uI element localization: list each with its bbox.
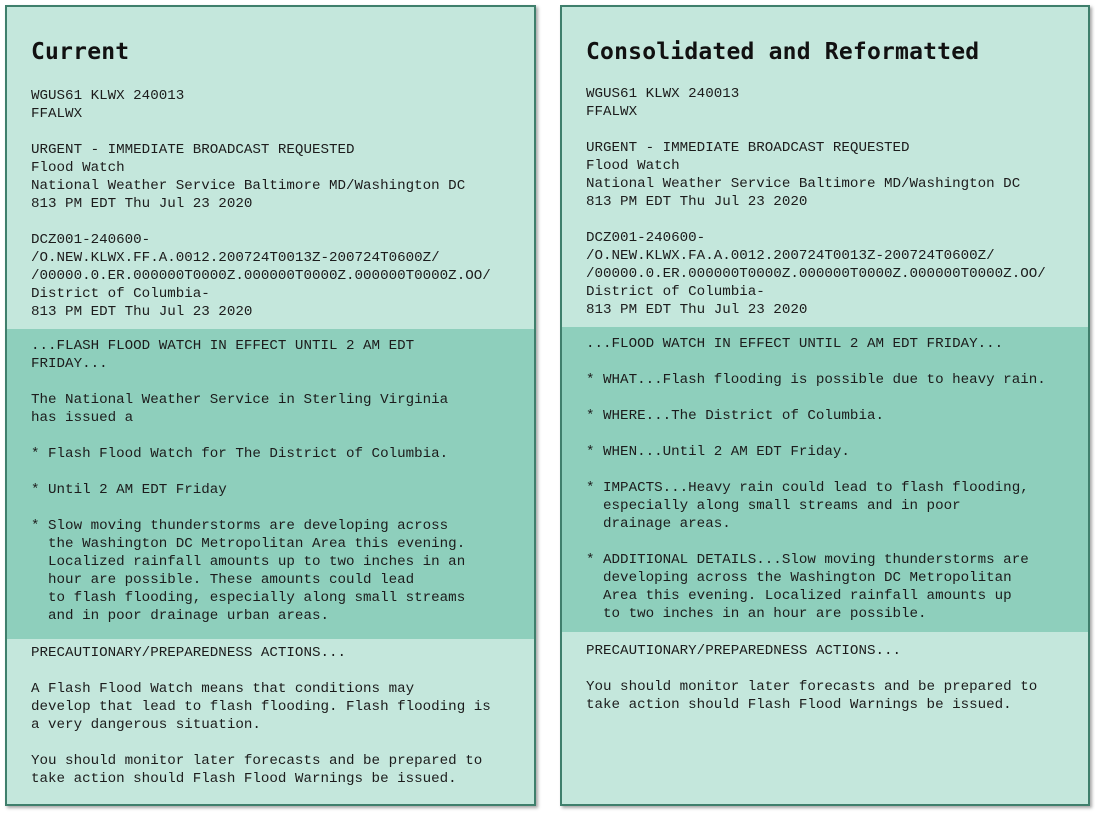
blank-line xyxy=(31,662,534,680)
text-line: * WHERE...The District of Columbia. xyxy=(586,408,884,424)
text-line: * Until 2 AM EDT Friday xyxy=(31,482,227,498)
text-line: drainage areas. xyxy=(586,516,731,532)
text-line: The National Weather Service in Sterling Virginia xyxy=(31,392,449,408)
bulletin-headline-section xyxy=(7,329,534,639)
text-line: You should monitor later forecasts and be prepared to xyxy=(31,753,483,769)
text-line: FFALWX xyxy=(586,104,638,120)
bulletin-header xyxy=(562,85,1088,319)
blank-line xyxy=(586,353,1088,371)
text-line: 813 PM EDT Thu Jul 23 2020 xyxy=(586,302,808,318)
text-line: A Flash Flood Watch means that conditions may xyxy=(31,681,415,697)
bulletin-precautionary-actions xyxy=(7,644,534,788)
blank-line xyxy=(586,425,1088,443)
blank-line xyxy=(31,123,534,141)
blank-line xyxy=(586,533,1088,551)
text-line: DCZ001-240600- xyxy=(31,232,151,248)
text-line: has issued a xyxy=(31,410,134,426)
text-line: FRIDAY... xyxy=(31,356,108,372)
blank-line xyxy=(586,211,1088,229)
text-line: URGENT - IMMEDIATE BROADCAST REQUESTED xyxy=(586,140,910,156)
blank-line xyxy=(586,121,1088,139)
blank-line xyxy=(31,734,534,752)
text-line: developing across the Washington DC Metropolitan xyxy=(586,570,1012,586)
text-line: * Flash Flood Watch for The District of Columbia. xyxy=(31,446,449,462)
text-line: * WHEN...Until 2 AM EDT Friday. xyxy=(586,444,850,460)
text-line: hour are possible. These amounts could lead xyxy=(31,572,415,588)
text-line: * Slow moving thunderstorms are developing across xyxy=(31,518,449,534)
blank-line xyxy=(31,213,534,231)
blank-line xyxy=(586,461,1088,479)
text-line: District of Columbia- xyxy=(586,284,765,300)
text-line: Flood Watch xyxy=(31,160,125,176)
text-line: District of Columbia- xyxy=(31,286,210,302)
bulletin-precautionary-actions xyxy=(562,642,1088,714)
text-line: take action should Flash Flood Warnings be issued. xyxy=(586,697,1012,713)
text-line: FFALWX xyxy=(31,106,83,122)
text-line: * ADDITIONAL DETAILS...Slow moving thunderstorms are xyxy=(586,552,1029,568)
text-line: to flash flooding, especially along small streams xyxy=(31,590,466,606)
text-line: WGUS61 KLWX 240013 xyxy=(31,88,185,104)
text-line: * WHAT...Flash flooding is possible due to heavy rain. xyxy=(586,372,1046,388)
text-line: 813 PM EDT Thu Jul 23 2020 xyxy=(586,194,808,210)
blank-line xyxy=(586,389,1088,407)
text-line: PRECAUTIONARY/PREPAREDNESS ACTIONS... xyxy=(586,643,902,659)
text-line: Localized rainfall amounts up to two inches in an xyxy=(31,554,466,570)
text-line: develop that lead to flash flooding. Flash flooding is xyxy=(31,699,491,715)
text-line: Area this evening. Localized rainfall amounts up xyxy=(586,588,1012,604)
blank-line xyxy=(31,373,534,391)
panel-title-current: Current xyxy=(31,39,130,65)
blank-line xyxy=(31,499,534,517)
blank-line xyxy=(31,463,534,481)
text-line: * IMPACTS...Heavy rain could lead to flash flooding, xyxy=(586,480,1029,496)
text-line: URGENT - IMMEDIATE BROADCAST REQUESTED xyxy=(31,142,355,158)
text-line: to two inches in an hour are possible. xyxy=(586,606,927,622)
text-line: the Washington DC Metropolitan Area this evening. xyxy=(31,536,466,552)
text-line: ...FLASH FLOOD WATCH IN EFFECT UNTIL 2 AM EDT xyxy=(31,338,415,354)
bulletin-header xyxy=(7,87,534,321)
text-line: and in poor drainage urban areas. xyxy=(31,608,329,624)
text-line: /00000.0.ER.000000T0000Z.000000T0000Z.000000T0000Z.OO/ xyxy=(31,268,491,284)
blank-line xyxy=(586,660,1088,678)
reformatted-bulletin-panel xyxy=(560,5,1090,806)
text-line: 813 PM EDT Thu Jul 23 2020 xyxy=(31,196,253,212)
bulletin-headline-section xyxy=(562,327,1088,632)
text-line: Flood Watch xyxy=(586,158,680,174)
text-line: /00000.0.ER.000000T0000Z.000000T0000Z.000000T0000Z.OO/ xyxy=(586,266,1046,282)
text-line: especially along small streams and in poor xyxy=(586,498,961,514)
text-line: 813 PM EDT Thu Jul 23 2020 xyxy=(31,304,253,320)
text-line: National Weather Service Baltimore MD/Washington DC xyxy=(586,176,1021,192)
text-line: WGUS61 KLWX 240013 xyxy=(586,86,740,102)
text-line: National Weather Service Baltimore MD/Washington DC xyxy=(31,178,466,194)
text-line: DCZ001-240600- xyxy=(586,230,706,246)
text-line: a very dangerous situation. xyxy=(31,717,261,733)
current-bulletin-panel xyxy=(5,5,536,806)
text-line: ...FLOOD WATCH IN EFFECT UNTIL 2 AM EDT FRIDAY... xyxy=(586,336,1004,352)
text-line: You should monitor later forecasts and be prepared to xyxy=(586,679,1038,695)
text-line: /O.NEW.KLWX.FA.A.0012.200724T0013Z-200724T0600Z/ xyxy=(586,248,995,264)
blank-line xyxy=(31,427,534,445)
text-line: PRECAUTIONARY/PREPAREDNESS ACTIONS... xyxy=(31,645,347,661)
text-line: take action should Flash Flood Warnings be issued. xyxy=(31,771,457,787)
panel-title-reformatted: Consolidated and Reformatted xyxy=(586,39,980,65)
text-line: /O.NEW.KLWX.FF.A.0012.200724T0013Z-200724T0600Z/ xyxy=(31,250,440,266)
